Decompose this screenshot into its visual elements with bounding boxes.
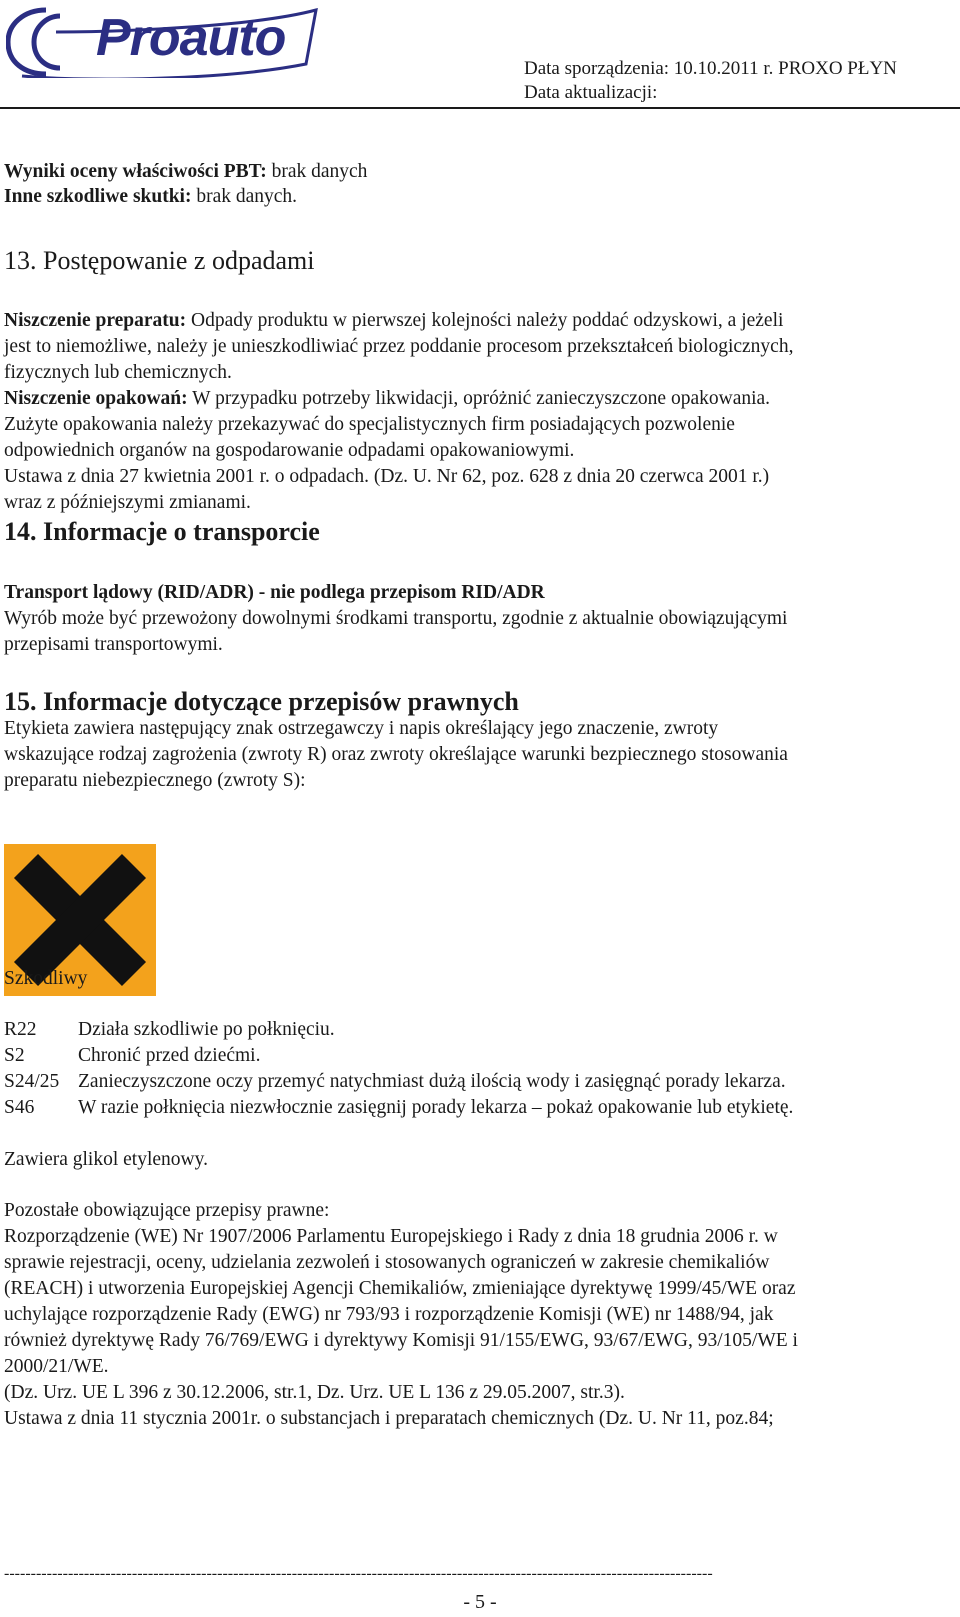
contains-line: Zawiera glikol etylenowy.: [4, 1149, 208, 1170]
other-effects-line: [4, 184, 949, 210]
pictogram-label: Szkodliwy: [4, 968, 88, 989]
phrase-row: [4, 1017, 335, 1043]
page-number: - 5 -: [463, 1591, 497, 1613]
intro-line-1: Etykieta zawiera następujący znak ostrzegawczy i napis określający jego znaczenie, zwroty: [4, 718, 719, 739]
pack-label: Niszczenie opakowań:: [4, 388, 188, 409]
phrase-text: Chronić przed dziećmi.: [78, 1045, 261, 1066]
phrase-code: R22: [4, 1019, 37, 1040]
used-line-1: Zużyte opakowania należy przekazywać do specjalistycznych firm posiadających pozwolenie: [4, 414, 735, 435]
prep-text-1: Odpady produktu w pierwszej kolejności należy poddać odzyskowi, a jeżeli: [186, 310, 784, 331]
other-effects-value: brak danych.: [191, 186, 298, 207]
reg-line-4: uchylające rozporządzenie Rady (EWG) nr 793/93 i rozporządzenie Komisji (WE) nr 1488/94, jak: [4, 1304, 774, 1325]
logo-text: Proauto: [96, 9, 286, 67]
law-line-1: Ustawa z dnia 27 kwietnia 2001 r. o odpadach. (Dz. U. Nr 62, poz. 628 z dnia 20 czerwca 2001 r.): [4, 466, 770, 487]
transport-line-1: Wyrób może być przewożony dowolnymi środkami transportu, zgodnie z aktualnie obowiązującymi: [4, 608, 788, 629]
phrase-text: Działa szkodliwie po połknięciu.: [78, 1019, 335, 1040]
header-date-updated: Data aktualizacji:: [524, 82, 658, 103]
pbt-line: [4, 159, 949, 185]
phrase-row: [4, 1043, 260, 1069]
phrase-code: S46: [4, 1097, 35, 1118]
pack-text: W przypadku potrzeby likwidacji, opróżnić zanieczyszczone opakowania.: [187, 388, 771, 409]
section-14-title: 14. Informacje o transporcie: [4, 517, 320, 546]
law-line-2: wraz z późniejszymi zmianami.: [4, 492, 251, 513]
pack-line: [4, 386, 949, 412]
reg-line-3: (REACH) i utworzenia Europejskiej Agencji Chemikaliów, zmieniające dyrektywę 1999/45/WE oraz: [4, 1278, 796, 1299]
pbt-label: Wyniki oceny właściwości PBT:: [4, 161, 267, 182]
section-13-title: 13. Postępowanie z odpadami: [4, 246, 315, 275]
header-rule: [0, 107, 960, 109]
footer-dash-line: -------------------------------------------------------------------------------------------------------------------------------------: [4, 1565, 713, 1582]
pbt-value: brak danych: [266, 161, 368, 182]
transport-line-2: przepisami transportowymi.: [4, 634, 223, 655]
other-regs-title: Pozostałe obowiązujące przepisy prawne:: [4, 1200, 330, 1221]
section-15-title: 15. Informacje dotyczące przepisów prawnych: [4, 687, 519, 716]
reg-line-8: Ustawa z dnia 11 stycznia 2001r. o substancjach i preparatach chemicznych (Dz. U. Nr 11, poz.84;: [4, 1408, 774, 1429]
reg-line-5: również dyrektywę Rady 76/769/EWG i dyrektywy Komisji 91/155/EWG, 93/67/EWG, 93/105/WE i: [4, 1330, 798, 1351]
reg-line-1: Rozporządzenie (WE) Nr 1907/2006 Parlamentu Europejskiego i Rady z dnia 18 grudnia 2006 r. w: [4, 1226, 778, 1247]
phrase-code: S2: [4, 1045, 25, 1066]
prep-label: Niszczenie preparatu:: [4, 310, 187, 331]
transport-subtitle: [4, 580, 949, 606]
phrase-row: [4, 1069, 786, 1095]
reg-line-2: sprawie rejestracji, oceny, udzielania zezwoleń i stosowanych ograniczeń w zakresie chemikaliów: [4, 1252, 770, 1273]
intro-line-2: wskazujące rodzaj zagrożenia (zwroty R) oraz zwroty określające warunki bezpiecznego stosowania: [4, 744, 788, 765]
transport-subtitle-text: Transport lądowy (RID/ADR) - nie podlega przepisom RID/ADR: [4, 582, 545, 603]
reg-line-7: (Dz. Urz. UE L 396 z 30.12.2006, str.1, Dz. Urz. UE L 136 z 29.05.2007, str.3).: [4, 1382, 625, 1403]
phrase-row: [4, 1095, 793, 1121]
phrase-text: Zanieczyszczone oczy przemyć natychmiast dużą ilością wody i zasięgnąć porady lekarza.: [78, 1071, 786, 1092]
prep-line-2: jest to niemożliwe, należy je unieszkodliwiać przez poddanie procesom przekształceń biologicznych,: [4, 336, 794, 357]
phrase-code: S24/25: [4, 1071, 60, 1092]
prep-line-1: [4, 308, 949, 334]
prep-line-3: fizycznych lub chemicznych.: [4, 362, 232, 383]
intro-line-3: preparatu niebezpiecznego (zwroty S):: [4, 770, 306, 791]
other-effects-label: Inne szkodliwe skutki:: [4, 186, 192, 207]
reg-line-6: 2000/21/WE.: [4, 1356, 109, 1377]
phrase-text: W razie połknięcia niezwłocznie zasięgnij porady lekarza – pokaż opakowanie lub etykietę.: [78, 1097, 794, 1118]
header-date-created: Data sporządzenia: 10.10.2011 r. PROXO PŁYN: [524, 58, 897, 79]
used-line-2: odpowiednich organów na gospodarowanie odpadami opakowaniowymi.: [4, 440, 575, 461]
